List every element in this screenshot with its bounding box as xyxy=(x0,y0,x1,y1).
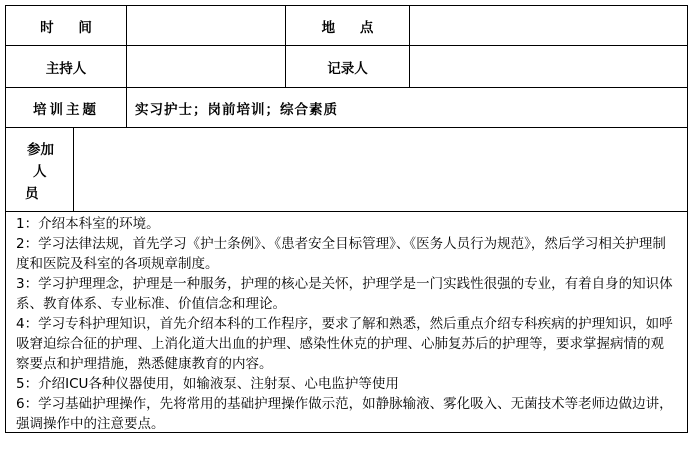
row-time-place xyxy=(6,6,687,46)
host-label-cell xyxy=(6,46,127,87)
content-item-4: 4：学习专科护理知识，首先介绍本科的工作程序，要求了解和熟悉，然后重点介绍专科疾病的护理知识，如呼吸窘迫综合征的护理、上消化道大出血的护理、感染性休克的护理、心肺复苏后的护理等，要求掌握病情的观察要点和护理措施，熟悉健康教育的内容。 xyxy=(16,316,673,372)
training-content xyxy=(6,212,687,434)
attendees-value-cell[interactable] xyxy=(74,128,687,211)
content-item-6: 6：学习基础护理操作，先将常用的基础护理操作做示范，如静脉输液、雾化吸入、无菌技术等老师边做边讲，强调操作中的注意要点。 xyxy=(16,396,673,432)
time-label: 时 间 xyxy=(40,19,102,36)
topic-value[interactable]: 实习护士；岗前培训；综合素质 xyxy=(135,101,338,118)
row-attendees xyxy=(6,128,687,212)
attendees-label-line1: 参加 xyxy=(27,142,54,158)
host-value-cell[interactable] xyxy=(127,46,286,87)
topic-label-cell xyxy=(6,88,127,127)
attendees-label xyxy=(6,128,74,211)
topic-label: 培训主题 xyxy=(33,101,99,118)
training-record-table xyxy=(5,5,688,433)
host-label: 主持人 xyxy=(45,60,87,77)
recorder-label-cell xyxy=(286,46,410,87)
content-item-3: 3：学习护理理念，护理是一种服务，护理的核心是关怀，护理学是一门实践性很强的专业，有着自身的知识体系、教育体系、专业标准、价值信念和理论。 xyxy=(16,276,673,312)
time-value-cell[interactable] xyxy=(127,6,286,45)
content-item-5: 5：介绍ICU各种仪器使用，如输液泵、注射泵、心电监护等使用 xyxy=(16,376,399,392)
attendees-label-line3: 员 xyxy=(25,186,39,202)
recorder-label: 记录人 xyxy=(327,60,368,77)
topic-value-cell[interactable] xyxy=(127,88,687,127)
place-label: 地 点 xyxy=(321,19,384,36)
place-value-cell[interactable] xyxy=(410,6,687,45)
recorder-value-cell[interactable] xyxy=(410,46,687,87)
content-item-1: 1：介绍本科室的环境。 xyxy=(16,216,160,232)
content-item-2: 2：学习法律法规，首先学习《护士条例》、《患者安全目标管理》、《医务人员行为规范》，然后学习相关护理制度和医院及科室的各项规章制度。 xyxy=(16,236,666,272)
time-label-cell xyxy=(6,6,127,45)
attendees-label-line2: 人 xyxy=(33,164,47,180)
row-host-recorder xyxy=(6,46,687,88)
row-topic xyxy=(6,88,687,128)
place-label-cell xyxy=(286,6,410,45)
